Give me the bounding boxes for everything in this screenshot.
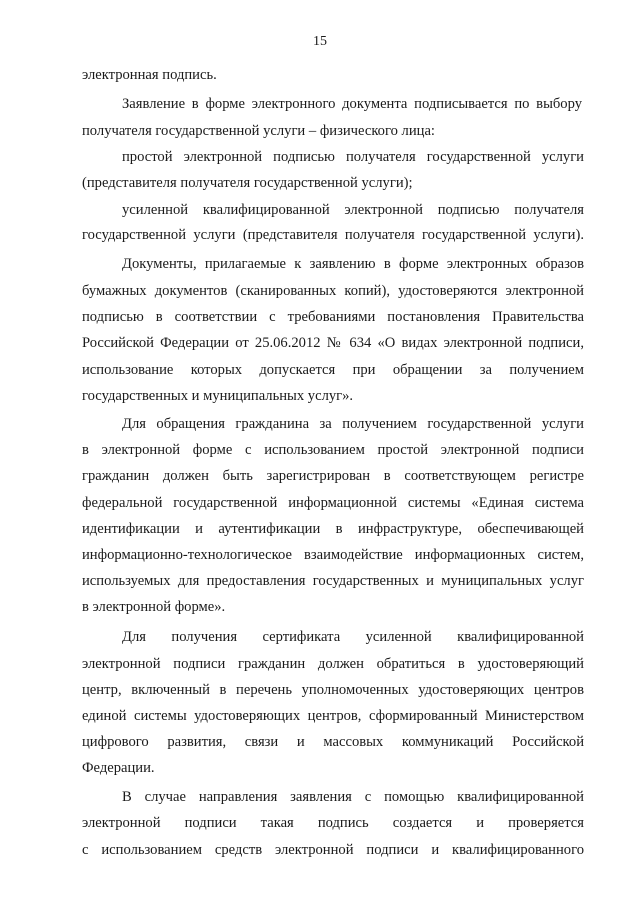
text-line: федеральной государственной информационной системы «Единая система [82,495,584,511]
text-line: Федерации. [82,760,155,776]
text-line: используемых для предоставления государственных и муниципальных услуг [82,573,584,589]
text-line: (представителя получателя государственной услуги); [82,175,413,191]
text-line: государственных и муниципальных услуг». [82,388,354,404]
text-line: в электронной форме с использованием простой электронной подписи [82,442,584,458]
text-line: государственной услуги (представителя получателя государственной услуги). [82,227,584,243]
text-line: единой системы удостоверяющих центров, сформированный Министерством [82,708,584,724]
text-line: электронной подписи гражданин должен обратиться в удостоверяющий [82,656,584,672]
text-line: В случае направления заявления с помощью квалифицированной [122,789,584,805]
text-line: электронная подпись. [82,67,217,83]
text-line: цифрового развития, связи и массовых коммуникаций Российской [82,734,584,750]
text-line: идентификации и аутентификации в инфраструктуре, обеспечивающей [82,521,584,537]
text-line: Заявление в форме электронного документа подписывается по выбору [122,96,582,112]
text-line: использование которых допускается при обращении за получением [82,362,584,378]
text-line: электронной подписи такая подпись создается и проверяется [82,815,584,831]
text-line: центр, включенный в перечень уполномоченных удостоверяющих центров [82,682,584,698]
text-line: Документы, прилагаемые к заявлению в форме электронных образов [122,256,584,272]
text-line: Для получения сертификата усиленной квалифицированной [122,629,584,645]
text-line: в электронной форме». [82,599,226,615]
text-line: бумажных документов (сканированных копий), удостоверяются электронной [82,283,584,299]
text-line: гражданин должен быть зарегистрирован в соответствующем регистре [82,468,584,484]
text-line: с использованием средств электронной подписи и квалифицированного [82,842,584,858]
text-line: получателя государственной услуги – физического лица: [82,123,435,139]
text-line: простой электронной подписью получателя государственной услуги [122,149,584,165]
text-line: усиленной квалифицированной электронной подписью получателя [122,202,584,218]
text-line: подписью в соответствии с требованиями постановления Правительства [82,309,584,325]
page-number: 15 [313,34,327,49]
text-line: Для обращения гражданина за получением государственной услуги [122,416,584,432]
text-line: информационно-технологическое взаимодействие информационных систем, [82,547,584,563]
text-line: Российской Федерации от 25.06.2012 № 634 «О видах электронной подписи, [82,335,584,351]
